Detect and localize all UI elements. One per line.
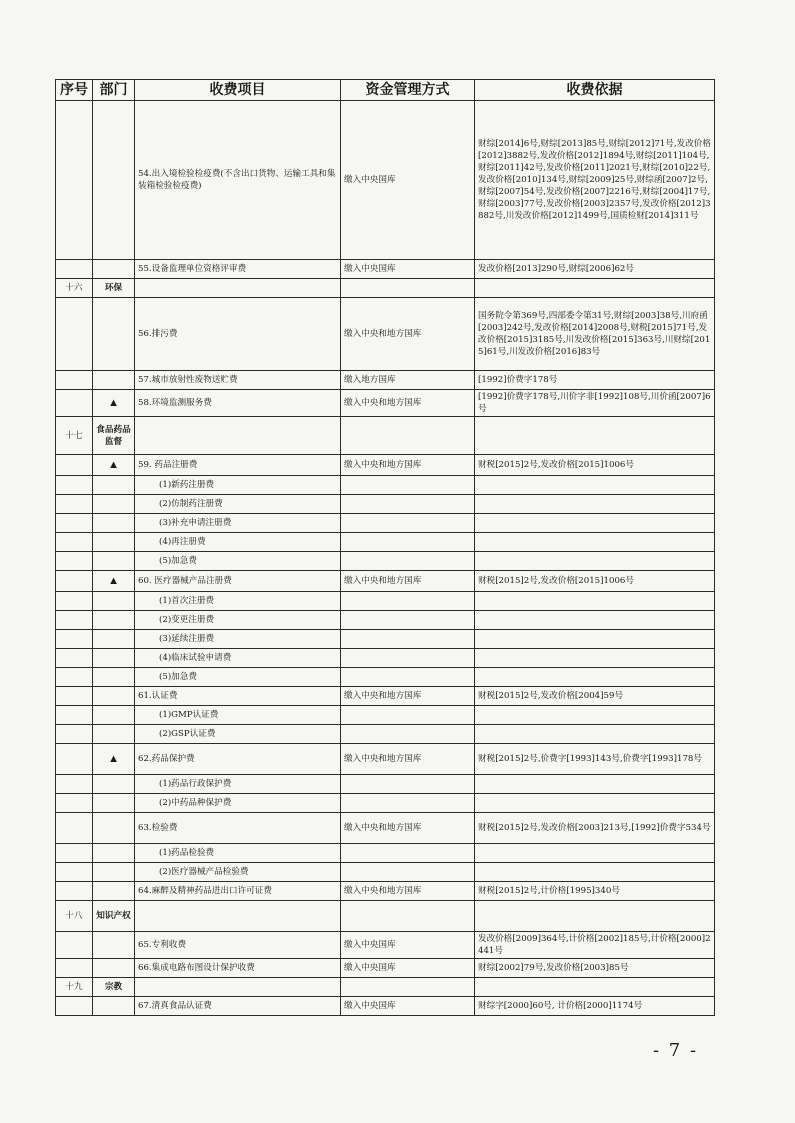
cell-item <box>135 901 341 932</box>
cell-no <box>56 298 93 371</box>
cell-mgmt <box>341 725 475 744</box>
table-row <box>56 863 715 882</box>
table-row <box>56 390 715 417</box>
cell-item: (1)首次注册费 <box>135 592 341 611</box>
cell-mgmt: 缴入中央国库 <box>341 959 475 978</box>
cell-basis <box>475 495 715 514</box>
header-item: 收费项目 <box>135 80 341 101</box>
cell-no <box>56 371 93 390</box>
cell-dept <box>93 552 135 571</box>
table-row <box>56 101 715 260</box>
header-basis: 收费依据 <box>475 80 715 101</box>
cell-mgmt: 缴入中央和地方国库 <box>341 390 475 417</box>
cell-item: 67.清真食品认证费 <box>135 997 341 1016</box>
cell-mgmt: 缴入中央国库 <box>341 932 475 959</box>
cell-basis <box>475 649 715 668</box>
cell-item: 62.药品保护费 <box>135 744 341 775</box>
cell-dept <box>93 863 135 882</box>
cell-no <box>56 725 93 744</box>
cell-mgmt <box>341 978 475 997</box>
cell-basis <box>475 978 715 997</box>
cell-dept <box>93 882 135 901</box>
cell-dept <box>93 260 135 279</box>
cell-basis <box>475 863 715 882</box>
cell-item: (1)GMP认证费 <box>135 706 341 725</box>
cell-item <box>135 279 341 298</box>
cell-mgmt <box>341 611 475 630</box>
table-row <box>56 476 715 495</box>
table-row <box>56 725 715 744</box>
cell-dept <box>93 706 135 725</box>
cell-mgmt <box>341 649 475 668</box>
cell-basis <box>475 901 715 932</box>
header-no: 序号 <box>56 80 93 101</box>
table-row <box>56 794 715 813</box>
cell-basis <box>475 794 715 813</box>
cell-dept <box>93 611 135 630</box>
cell-dept <box>93 371 135 390</box>
cell-basis <box>475 279 715 298</box>
table-row <box>56 571 715 592</box>
cell-no <box>56 932 93 959</box>
cell-no <box>56 649 93 668</box>
cell-item: 54.出入境检验检疫费(不含出口货物、运输工具和集装箱检验检疫费) <box>135 101 341 260</box>
cell-no <box>56 668 93 687</box>
table-row <box>56 279 715 298</box>
cell-item: 61.认证费 <box>135 687 341 706</box>
cell-dept <box>93 668 135 687</box>
cell-dept <box>93 794 135 813</box>
table-row <box>56 417 715 455</box>
table-row <box>56 844 715 863</box>
cell-item: 66.集成电路布图设计保护收费 <box>135 959 341 978</box>
cell-no <box>56 706 93 725</box>
cell-mgmt <box>341 775 475 794</box>
cell-no: 十九 <box>56 978 93 997</box>
table-row <box>56 495 715 514</box>
cell-no <box>56 495 93 514</box>
cell-basis: 财综字[2000]60号, 计价格[2000]1174号 <box>475 997 715 1016</box>
cell-item: 58.环境监测服务费 <box>135 390 341 417</box>
table-row <box>56 455 715 476</box>
cell-dept: ▲ <box>93 455 135 476</box>
cell-basis: 财税[2015]2号,计价格[1995]340号 <box>475 882 715 901</box>
table-row <box>56 775 715 794</box>
cell-item: (5)加急费 <box>135 552 341 571</box>
table-row <box>56 611 715 630</box>
cell-mgmt <box>341 630 475 649</box>
cell-mgmt: 缴入中央和地方国库 <box>341 744 475 775</box>
cell-basis: [1992]价费字178号,川价字非[1992]108号,川价函[2007]6号 <box>475 390 715 417</box>
cell-dept: ▲ <box>93 744 135 775</box>
table-row <box>56 592 715 611</box>
table-row <box>56 298 715 371</box>
cell-dept <box>93 775 135 794</box>
cell-mgmt <box>341 476 475 495</box>
cell-dept <box>93 959 135 978</box>
cell-mgmt <box>341 668 475 687</box>
cell-mgmt <box>341 844 475 863</box>
cell-no <box>56 794 93 813</box>
cell-basis: [1992]价费字178号 <box>475 371 715 390</box>
cell-dept <box>93 495 135 514</box>
cell-dept: 环保 <box>93 279 135 298</box>
cell-item: 63.检验费 <box>135 813 341 844</box>
cell-basis: 财税[2015]2号,价费字[1993]143号,价费字[1993]178号 <box>475 744 715 775</box>
cell-mgmt <box>341 495 475 514</box>
cell-no <box>56 844 93 863</box>
cell-basis <box>475 630 715 649</box>
cell-mgmt <box>341 552 475 571</box>
cell-dept: 知识产权 <box>93 901 135 932</box>
cell-item: 64.麻醉及精神药品进出口许可证费 <box>135 882 341 901</box>
cell-basis <box>475 844 715 863</box>
cell-basis: 发改价格[2013]290号,财综[2006]62号 <box>475 260 715 279</box>
cell-mgmt: 缴入中央和地方国库 <box>341 882 475 901</box>
cell-mgmt: 缴入中央和地方国库 <box>341 813 475 844</box>
cell-dept <box>93 687 135 706</box>
cell-basis: 财税[2015]2号,发改价格[2015]1006号 <box>475 571 715 592</box>
cell-basis <box>475 668 715 687</box>
table-row <box>56 533 715 552</box>
cell-basis <box>475 514 715 533</box>
cell-basis <box>475 706 715 725</box>
cell-no <box>56 997 93 1016</box>
cell-mgmt <box>341 863 475 882</box>
cell-basis <box>475 775 715 794</box>
cell-no <box>56 687 93 706</box>
cell-no <box>56 260 93 279</box>
cell-mgmt <box>341 901 475 932</box>
cell-no <box>56 744 93 775</box>
cell-basis: 国务院令第369号,四部委令第31号,财综[2003]38号,川府函[2003]242号,发改价格[2014]2008号,财税[2015]71号,发改价格[2015]3185号,川发改价格[2015]363号,川财综[2015]61号,川发改价格[2016]83号 <box>475 298 715 371</box>
cell-dept <box>93 476 135 495</box>
cell-mgmt <box>341 592 475 611</box>
cell-no <box>56 813 93 844</box>
cell-no <box>56 863 93 882</box>
cell-item: (1)新药注册费 <box>135 476 341 495</box>
fee-table <box>55 79 715 1016</box>
cell-dept <box>93 630 135 649</box>
cell-dept <box>93 997 135 1016</box>
table-row <box>56 371 715 390</box>
table-header-row <box>56 80 715 101</box>
cell-mgmt: 缴入中央国库 <box>341 997 475 1016</box>
cell-mgmt <box>341 417 475 455</box>
cell-item: 65.专利收费 <box>135 932 341 959</box>
cell-dept: ▲ <box>93 390 135 417</box>
cell-item: (2)变更注册费 <box>135 611 341 630</box>
cell-dept <box>93 725 135 744</box>
cell-no <box>56 101 93 260</box>
cell-dept <box>93 844 135 863</box>
table-row <box>56 260 715 279</box>
cell-mgmt: 缴入地方国库 <box>341 371 475 390</box>
cell-dept <box>93 514 135 533</box>
table-row <box>56 978 715 997</box>
cell-no <box>56 552 93 571</box>
table-row <box>56 932 715 959</box>
cell-no <box>56 514 93 533</box>
table-row <box>56 514 715 533</box>
cell-mgmt <box>341 514 475 533</box>
cell-no <box>56 571 93 592</box>
cell-item: 55.设备监理单位资格评审费 <box>135 260 341 279</box>
cell-no <box>56 611 93 630</box>
header-mgmt: 资金管理方式 <box>341 80 475 101</box>
cell-mgmt: 缴入中央和地方国库 <box>341 687 475 706</box>
cell-item: (5)加急费 <box>135 668 341 687</box>
cell-dept <box>93 592 135 611</box>
cell-item: (2)中药品种保护费 <box>135 794 341 813</box>
cell-no <box>56 959 93 978</box>
table-row <box>56 668 715 687</box>
cell-no <box>56 390 93 417</box>
cell-item: 57.城市放射性废物送贮费 <box>135 371 341 390</box>
cell-basis <box>475 725 715 744</box>
cell-mgmt: 缴入中央和地方国库 <box>341 298 475 371</box>
cell-mgmt <box>341 794 475 813</box>
cell-dept: 宗教 <box>93 978 135 997</box>
cell-basis <box>475 476 715 495</box>
cell-item: (1)药品行政保护费 <box>135 775 341 794</box>
cell-basis <box>475 417 715 455</box>
cell-item: (3)延续注册费 <box>135 630 341 649</box>
cell-basis <box>475 533 715 552</box>
cell-basis: 财税[2015]2号,发改价格[2015]1006号 <box>475 455 715 476</box>
cell-basis <box>475 592 715 611</box>
cell-item: 60. 医疗器械产品注册费 <box>135 571 341 592</box>
cell-basis <box>475 552 715 571</box>
header-dept: 部门 <box>93 80 135 101</box>
cell-no <box>56 630 93 649</box>
cell-no <box>56 882 93 901</box>
table-row <box>56 706 715 725</box>
cell-dept <box>93 649 135 668</box>
cell-no: 十八 <box>56 901 93 932</box>
table-row <box>56 882 715 901</box>
table-row <box>56 649 715 668</box>
cell-dept: 食品药品监督 <box>93 417 135 455</box>
cell-basis: 财税[2015]2号,发改价格[2003]213号,[1992]价费字534号 <box>475 813 715 844</box>
table-row <box>56 687 715 706</box>
cell-item <box>135 417 341 455</box>
cell-dept: ▲ <box>93 571 135 592</box>
cell-mgmt <box>341 533 475 552</box>
cell-item: 56.排污费 <box>135 298 341 371</box>
cell-basis: 发改价格[2009]364号,计价格[2002]185号,计价格[2000]2441号 <box>475 932 715 959</box>
cell-mgmt: 缴入中央和地方国库 <box>341 455 475 476</box>
cell-basis: 财综[2014]6号,财综[2013]85号,财综[2012]71号,发改价格[2012]3882号,发改价格[2012]1894号,财综[2011]104号,财综[2011]42号,发改价格[2011]2021号,财综[2010]22号,发改价格[2010]134号,财综[2009]25号,财综函[2007]2号,财综[2007]54号,发改价格[2007]2216号,财综[2004]17号,财综[2003]77号,发改价格[2003]2357号,发改价格[2012]3882号,川发改价格[2012]1499号,国质检财[2014]311号 <box>475 101 715 260</box>
cell-dept <box>93 813 135 844</box>
cell-item: (2)医疗器械产品检验费 <box>135 863 341 882</box>
cell-item: 59. 药品注册费 <box>135 455 341 476</box>
table-row <box>56 744 715 775</box>
table-row <box>56 813 715 844</box>
cell-mgmt: 缴入中央国库 <box>341 101 475 260</box>
cell-no <box>56 455 93 476</box>
cell-item: (2)GSP认证费 <box>135 725 341 744</box>
cell-no: 十七 <box>56 417 93 455</box>
cell-item <box>135 978 341 997</box>
cell-mgmt <box>341 706 475 725</box>
page-number: - 7 - <box>653 1040 699 1061</box>
cell-dept <box>93 298 135 371</box>
cell-mgmt <box>341 279 475 298</box>
cell-item: (4)再注册费 <box>135 533 341 552</box>
cell-no <box>56 592 93 611</box>
cell-basis: 财综[2002]79号,发改价格[2003]85号 <box>475 959 715 978</box>
table-row <box>56 552 715 571</box>
table-row <box>56 901 715 932</box>
table-row <box>56 959 715 978</box>
cell-basis <box>475 611 715 630</box>
cell-no <box>56 533 93 552</box>
cell-item: (1)药品检验费 <box>135 844 341 863</box>
cell-dept <box>93 101 135 260</box>
cell-mgmt: 缴入中央和地方国库 <box>341 571 475 592</box>
cell-mgmt: 缴入中央国库 <box>341 260 475 279</box>
cell-no <box>56 476 93 495</box>
cell-item: (4)临床试验申请费 <box>135 649 341 668</box>
cell-no <box>56 775 93 794</box>
cell-basis: 财税[2015]2号,发改价格[2004]59号 <box>475 687 715 706</box>
cell-item: (3)补充申请注册费 <box>135 514 341 533</box>
cell-item: (2)仿制药注册费 <box>135 495 341 514</box>
cell-dept <box>93 533 135 552</box>
table-row <box>56 997 715 1016</box>
cell-dept <box>93 932 135 959</box>
table-row <box>56 630 715 649</box>
cell-no: 十六 <box>56 279 93 298</box>
table-body <box>56 101 715 1016</box>
